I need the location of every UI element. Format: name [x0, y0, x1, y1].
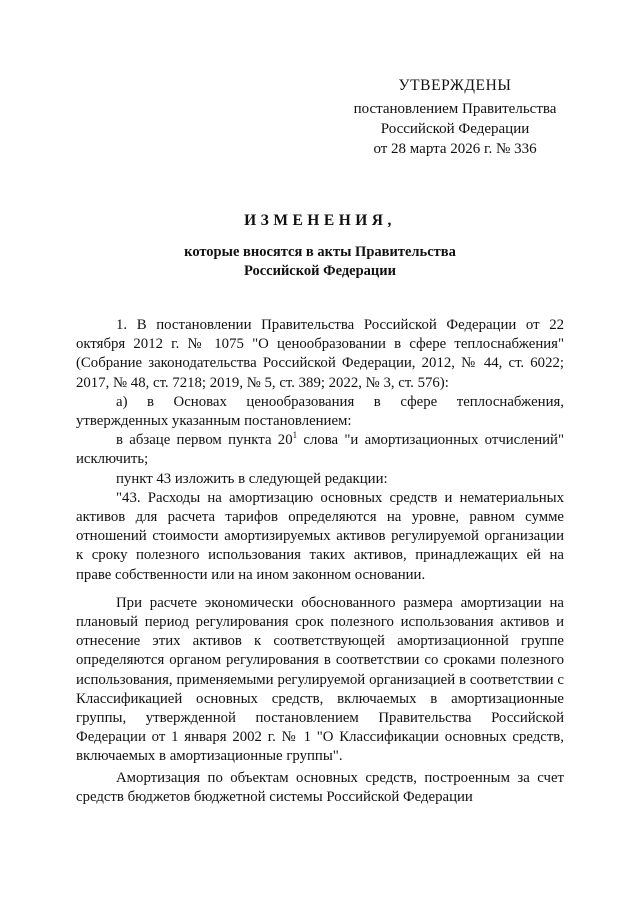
approval-block: [330, 76, 580, 159]
paragraph-6: При расчете экономически обоснованного размера амортизации на плановый период регулирования срок полезного использования активов и отнесение этих активов к соответствующей амортизационной группе определяются органом регулирования в соответствии со сроками полезного использования, применяемыми регулируемой организацией в соответствии с Классификацией основных средств, включаемых в амортизационные группы, утвержденной постановлением Правительства Российской Федерации от 1 января 2002 г. № 1 "О Классификации основных средств, включаемых в амортизационные группы".: [76, 594, 564, 765]
paragraph-1: 1. В постановлении Правительства Российской Федерации от 22 октября 2012 г. № 1075 "О ценообразовании в сфере теплоснабжения" (Собрание законодательства Российской Федерации, 2012, № 44, ст. 6022; 2017, № 48, ст. 7218; 2019, № 5, ст. 389; 2022, № 3, ст. 576):: [76, 317, 564, 391]
approval-line-3: от 28 марта 2026 г. № 336: [373, 141, 537, 157]
document-subtitle: [60, 243, 580, 281]
paragraph-3: [76, 431, 564, 469]
paragraph-5: "43. Расходы на амортизацию основных средств и нематериальных активов для расчета тарифов определяются на уровне, равном сумме отношений стоимости амортизируемых активов регулируемой организации к сроку полезного использования таких активов, принадлежащих ей на праве собственности или на ином законном основании.: [76, 489, 564, 583]
document-title: ИЗМЕНЕНИЯ,: [244, 212, 396, 229]
subtitle-line-1: которые вносятся в акты Правительства: [184, 244, 456, 260]
paragraph-4: пункт 43 изложить в следующей редакции:: [116, 470, 388, 487]
paragraph-7: Амортизация по объектам основных средств, построенным за счет средств бюджетов бюджетной системы Российской Федерации: [76, 769, 564, 805]
paragraph-2: а) в Основах ценообразования в сфере теплоснабжения, утвержденных указанным постановлением:: [76, 393, 564, 430]
paragraph-3-start: в абзаце первом пункта 20: [116, 432, 293, 449]
superscript: 1: [292, 430, 298, 441]
subtitle-line-2: Российской Федерации: [243, 263, 396, 279]
document-body: [76, 316, 564, 807]
paragraph-3-end: слова "и амортизационных отчислений" исключить;: [76, 432, 564, 468]
approval-line-1: постановлением Правительства: [353, 101, 557, 117]
approval-line-2: Российской Федерации: [380, 121, 530, 137]
approval-heading: УТВЕРЖДЕНЫ: [398, 77, 512, 94]
